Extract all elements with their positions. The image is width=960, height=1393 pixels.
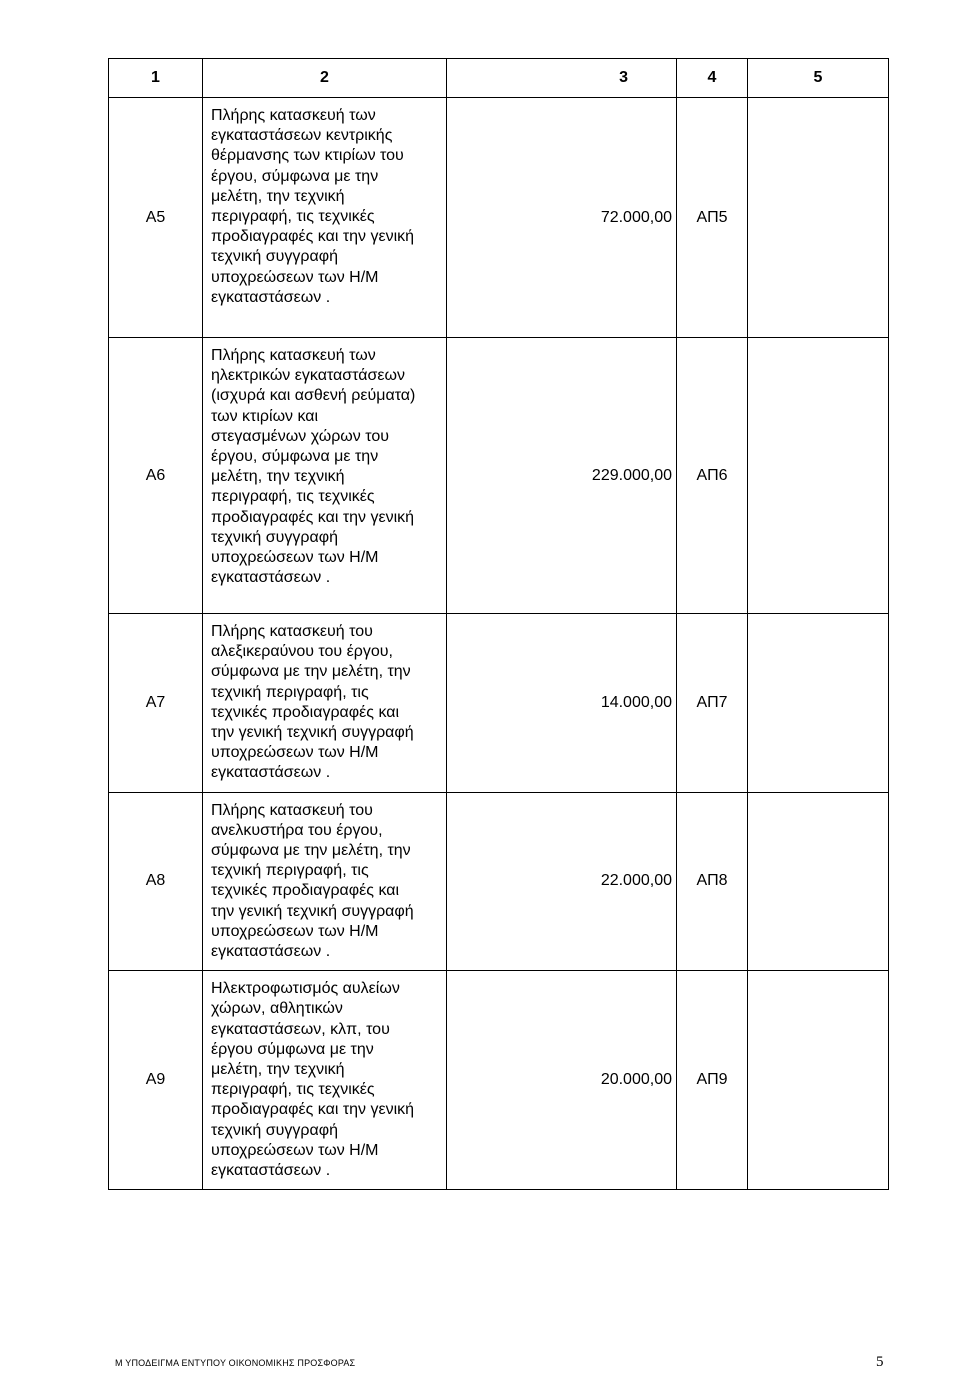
description-line: αλεξικεραύνου του έργου, (211, 643, 393, 661)
description-line: εγκαταστάσεων . (211, 569, 331, 587)
row-col5 (748, 338, 889, 614)
description-line: περιγραφή, τις τεχνικές (211, 1081, 375, 1099)
description-line: τεχνική συγγραφή (211, 528, 338, 546)
row-col5 (748, 792, 889, 971)
row-description (203, 971, 447, 1190)
description-line: εγκαταστάσεων . (211, 288, 331, 306)
row-code: Α7 (109, 614, 203, 793)
description-line: μελέτη, την τεχνική (211, 468, 345, 486)
description-line: την γενική τεχνική συγγραφή (211, 902, 414, 920)
description-line: τεχνική περιγραφή, τις (211, 862, 369, 880)
table-row (109, 971, 889, 1190)
description-line: τεχνική συγγραφή (211, 1121, 338, 1139)
row-ref: ΑΠ8 (677, 792, 748, 971)
description-line: υποχρεώσεων των Η/Μ (211, 1141, 379, 1159)
description-line: Πλήρης κατασκευή του (211, 623, 373, 640)
table-row (109, 792, 889, 971)
description-line: των κτιρίων και (211, 407, 319, 425)
description-line: την γενική τεχνική συγγραφή (211, 724, 414, 742)
column-header-4: 4 (677, 59, 748, 98)
offer-table (108, 58, 889, 1190)
description-line: τεχνική περιγραφή, τις (211, 683, 369, 701)
footer-title: Μ ΥΠΟΔΕΙΓΜΑ ΕΝΤΥΠΟΥ ΟΙΚΟΝΟΜΙΚΗΣ ΠΡΟΣΦΟΡΑΣ (115, 1358, 356, 1368)
row-code: Α8 (109, 792, 203, 971)
description-line: υποχρεώσεων των Η/Μ (211, 922, 379, 940)
description-line: Πλήρης κατασκευή του (211, 801, 373, 819)
row-ref: ΑΠ5 (677, 98, 748, 338)
description-line: (ισχυρά και ασθενή ρεύματα) (211, 387, 416, 405)
description-line: ηλεκτρικών εγκαταστάσεων (211, 367, 405, 385)
description-line: τεχνική συγγραφή (211, 248, 338, 266)
row-description (203, 792, 447, 971)
footer-page-number: 5 (876, 1354, 884, 1370)
row-col5 (748, 614, 889, 793)
column-header-1: 1 (109, 59, 203, 98)
description-line: μελέτη, την τεχνική (211, 1061, 345, 1079)
description-line: εγκαταστάσεων . (211, 764, 331, 782)
column-header-2: 2 (203, 59, 447, 98)
description-line: έργου, σύμφωνα με την (211, 448, 379, 466)
row-amount: 20.000,00 (447, 971, 677, 1190)
table-row (109, 614, 889, 793)
offer-table-body (109, 59, 889, 1190)
row-ref: ΑΠ9 (677, 971, 748, 1190)
description-line: στεγασμένων χώρων του (211, 427, 389, 445)
row-amount: 14.000,00 (447, 614, 677, 793)
table-header-row (109, 59, 889, 98)
description-line: υποχρεώσεων των Η/Μ (211, 744, 379, 762)
row-code: Α5 (109, 98, 203, 338)
row-code: Α9 (109, 971, 203, 1190)
description-line: έργου, σύμφωνα με την (211, 167, 379, 185)
description-line: υποχρεώσεων των Η/Μ (211, 268, 379, 286)
description-line: προδιαγραφές και την γενική (211, 508, 415, 526)
row-amount: 72.000,00 (447, 98, 677, 338)
description-line: εγκαταστάσεων κεντρικής (211, 127, 393, 145)
description-line: εγκαταστάσεων, κλπ, του (211, 1020, 390, 1038)
row-description (203, 614, 447, 793)
row-description (203, 98, 447, 338)
description-line: ανελκυστήρα του έργου, (211, 821, 383, 839)
description-line: εγκαταστάσεων . (211, 1162, 331, 1180)
description-line: Ηλεκτροφωτισμός αυλείων (211, 980, 400, 998)
row-ref: ΑΠ7 (677, 614, 748, 793)
row-amount: 22.000,00 (447, 792, 677, 971)
row-code: Α6 (109, 338, 203, 614)
description-line: χώρων, αθλητικών (211, 1000, 343, 1018)
table-row (109, 98, 889, 338)
description-line: θέρμανσης των κτιρίων του (211, 147, 404, 165)
column-header-3: 3 (447, 59, 677, 98)
row-ref: ΑΠ6 (677, 338, 748, 614)
description-line: περιγραφή, τις τεχνικές (211, 208, 375, 226)
row-amount: 229.000,00 (447, 338, 677, 614)
description-line: σύμφωνα με την μελέτη, την (211, 842, 411, 860)
row-col5 (748, 971, 889, 1190)
table-row (109, 338, 889, 614)
description-line: εγκαταστάσεων . (211, 943, 331, 961)
description-line: προδιαγραφές και την γενική (211, 228, 415, 246)
description-line: Πλήρης κατασκευή των (211, 107, 376, 124)
column-header-5: 5 (748, 59, 889, 98)
description-line: σύμφωνα με την μελέτη, την (211, 663, 411, 681)
row-col5 (748, 98, 889, 338)
description-line: έργου σύμφωνα με την (211, 1040, 374, 1058)
description-line: μελέτη, την τεχνική (211, 187, 345, 205)
description-line: τεχνικές προδιαγραφές και (211, 882, 400, 900)
row-description (203, 338, 447, 614)
description-line: υποχρεώσεων των Η/Μ (211, 549, 379, 567)
description-line: τεχνικές προδιαγραφές και (211, 703, 400, 721)
description-line: περιγραφή, τις τεχνικές (211, 488, 375, 506)
description-line: προδιαγραφές και την γενική (211, 1101, 415, 1119)
description-line: Πλήρης κατασκευή των (211, 347, 376, 364)
